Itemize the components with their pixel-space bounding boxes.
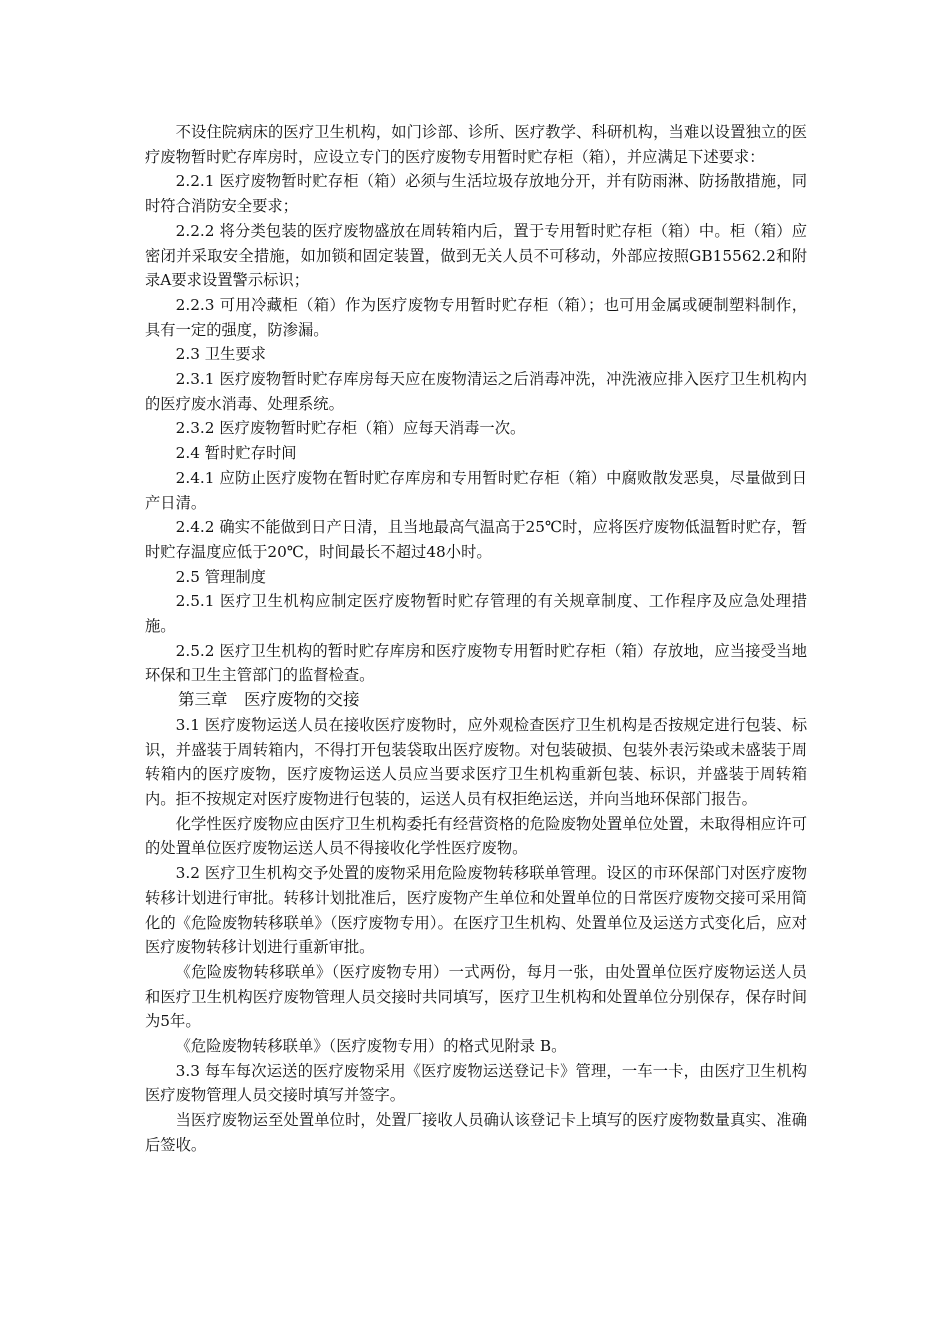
section-heading-2-4: 2.4 暂时贮存时间 <box>175 444 297 463</box>
paragraph-2-3-2: 2.3.2 医疗废物暂时贮存柜（箱）应每天消毒一次。 <box>175 419 526 438</box>
paragraph-2-3-1: 2.3.1 医疗废物暂时贮存库房每天应在废物清运之后消毒冲洗，冲洗液应排入医疗卫生机构内的医疗废水消毒、处理系统。 <box>145 370 807 413</box>
section-heading-2-5: 2.5 管理制度 <box>175 567 266 586</box>
chapter-number: 第三章 <box>178 690 228 710</box>
paragraph-chemical-waste: 化学性医疗废物应由医疗卫生机构委托有经营资格的危险废物处置单位处置，未取得相应许可的处置单位医疗废物运送人员不得接收化学性医疗废物。 <box>145 814 807 858</box>
paragraph-appendix-b: 《危险废物转移联单》（医疗废物专用）的格式见附录 B。 <box>175 1037 567 1056</box>
paragraph-transfer-form: 《危险废物转移联单》（医疗废物专用）一式两份，每月一张，由处置单位医疗废物运送人员和医疗卫生机构医疗废物管理人员交接时共同填写，医疗卫生机构和处置单位分别保存，保存时间为5年。 <box>145 962 807 1031</box>
document-page <box>145 120 807 1158</box>
chapter-heading <box>145 688 807 713</box>
section-heading-2-3: 2.3 卫生要求 <box>175 345 266 364</box>
paragraph-2-2-1: 2.2.1 医疗废物暂时贮存柜（箱）必须与生活垃圾存放地分开，并有防雨淋、防扬散措施，同时符合消防安全要求； <box>145 172 807 216</box>
paragraph-3-3: 3.3 每车每次运送的医疗废物采用《医疗废物运送登记卡》管理，一车一卡，由医疗卫生机构医疗废物管理人员交接时填写并签字。 <box>145 1061 807 1105</box>
paragraph-2-2-3: 2.2.3 可用冷藏柜（箱）作为医疗废物专用暂时贮存柜（箱）；也可用金属或硬制塑料制作，具有一定的强度，防渗漏。 <box>145 295 807 339</box>
paragraph-2-2-2: 2.2.2 将分类包装的医疗废物盛放在周转箱内后，置于专用暂时贮存柜（箱）中。柜（箱）应密闭并采取安全措施，如加锁和固定装置，做到无关人员不可移动，外部应按照GB15562.2和附录A要求设置警示标识； <box>145 221 807 290</box>
paragraph-3-2: 3.2 医疗卫生机构交予处置的废物采用危险废物转移联单管理。设区的市环保部门对医疗废物转移计划进行审批。转移计划批准后，医疗废物产生单位和处置单位的日常医疗废物交接可采用简化的《危险废物转移联单》（医疗废物专用）。在医疗卫生机构、处置单位及运送方式变化后，应对医疗废物转移计划进行重新审批。 <box>145 864 807 957</box>
chapter-title: 医疗废物的交接 <box>244 690 360 710</box>
paragraph-3-1: 3.1 医疗废物运送人员在接收医疗废物时，应外观检查医疗卫生机构是否按规定进行包装、标识，并盛装于周转箱内，不得打开包装袋取出医疗废物。对包装破损、包装外表污染或未盛装于周转箱内的医疗废物，医疗废物运送人员应当要求医疗卫生机构重新包装、标识，并盛装于周转箱内。拒不按规定对医疗废物进行包装的，运送人员有权拒绝运送，并向当地环保部门报告。 <box>145 715 807 808</box>
paragraph-2-4-1: 2.4.1 应防止医疗废物在暂时贮存库房和专用暂时贮存柜（箱）中腐败散发恶臭，尽量做到日产日清。 <box>145 468 807 512</box>
paragraph-2-5-2: 2.5.2 医疗卫生机构的暂时贮存库房和医疗废物专用暂时贮存柜（箱）存放地，应当接受当地环保和卫生主管部门的监督检查。 <box>145 641 807 685</box>
paragraph-2-5-1: 2.5.1 医疗卫生机构应制定医疗废物暂时贮存管理的有关规章制度、工作程序及应急处理措施。 <box>145 592 807 636</box>
paragraph-2-4-2: 2.4.2 确实不能做到日产日清，且当地最高气温高于25℃时，应将医疗废物低温暂时贮存，暂时贮存温度应低于20℃，时间最长不超过48小时。 <box>145 518 807 561</box>
paragraph-receipt: 当医疗废物运至处置单位时，处置厂接收人员确认该登记卡上填写的医疗废物数量真实、准确后签收。 <box>145 1111 807 1154</box>
paragraph-intro: 不设住院病床的医疗卫生机构，如门诊部、诊所、医疗教学、科研机构，当难以设置独立的医疗废物暂时贮存库房时，应设立专门的医疗废物专用暂时贮存柜（箱），并应满足下述要求： <box>145 123 807 166</box>
